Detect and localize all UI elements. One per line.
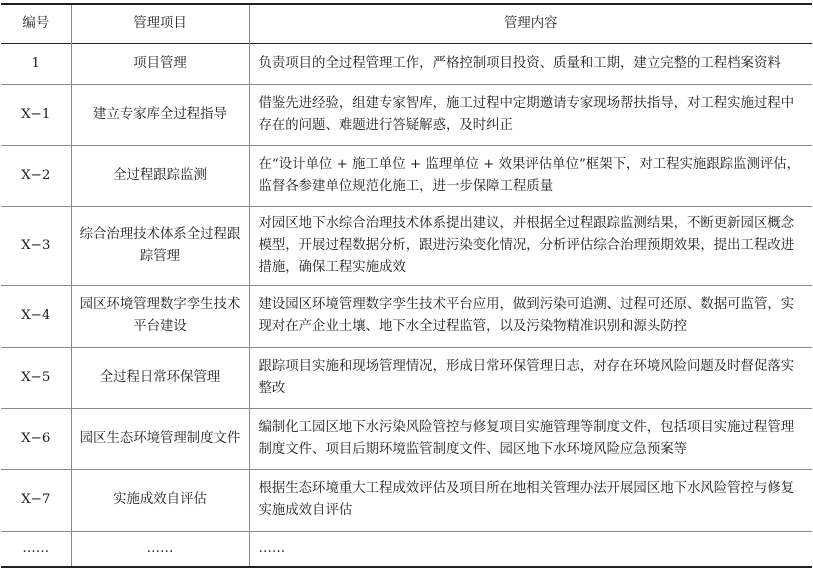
- row-item: 实施成效自评估: [71, 469, 249, 531]
- row-content: 编制化工园区地下水污染风险管控与修复项目实施管理等制度文件，包括项目实施过程管理制度文件、项目后期环境监管制度文件、园区地下水环境风险应急预案等: [249, 408, 812, 469]
- row-id: ……: [22, 540, 50, 556]
- management-table: [1, 3, 812, 568]
- row-item: 全过程日常环保管理: [71, 347, 249, 408]
- table-header: [1, 4, 812, 43]
- row-content: 借鉴先进经验，组建专家智库，施工过程中定期邀请专家现场帮扶指导，对工程实施过程中存在的问题、难题进行答疑解惑，及时纠正: [249, 84, 812, 145]
- row-item: 项目管理: [71, 43, 249, 84]
- table-row: [1, 145, 812, 206]
- table-row-ellipsis: [1, 531, 812, 567]
- row-content: 跟踪项目实施和现场管理情况，形成日常环保管理日志，对存在环境风险问题及时督促落实整改: [249, 347, 812, 408]
- table-row: [1, 43, 812, 84]
- table-row: [1, 469, 812, 531]
- table-row: [1, 347, 812, 408]
- row-id: X−5: [21, 369, 51, 385]
- table-row: [1, 84, 812, 145]
- row-item: 园区环境管理数字孪生技术平台建设: [71, 285, 249, 347]
- header-id: 编号: [22, 15, 50, 31]
- header-row: [1, 4, 812, 43]
- row-item: 全过程跟踪监测: [71, 145, 249, 206]
- table-row: [1, 408, 812, 469]
- row-id: X−6: [21, 430, 51, 446]
- row-id: 1: [31, 55, 41, 71]
- row-content: 负责项目的全过程管理工作，严格控制项目投资、质量和工期，建立完整的工程档案资料: [249, 43, 812, 84]
- row-id: X−7: [21, 492, 51, 507]
- row-content: 根据生态环境重大工程成效评估及项目所在地相关管理办法开展园区地下水风险管控与修复实施成效自评估: [249, 469, 812, 531]
- table-row: [1, 285, 812, 347]
- row-id: X−1: [21, 106, 51, 122]
- row-item: 综合治理技术体系全过程跟踪管理: [71, 206, 249, 285]
- table-row: [1, 206, 812, 285]
- table-body: [1, 43, 812, 567]
- row-content: 建设园区环境管理数字孪生技术平台应用，做到污染可追溯、过程可还原、数据可监管，实现对在产企业土壤、地下水全过程监管，以及污染物精准识别和源头防控: [249, 285, 812, 347]
- header-content: 管理内容: [249, 4, 812, 43]
- row-id: X−4: [21, 308, 51, 323]
- row-item: 园区生态环境管理制度文件: [71, 408, 249, 469]
- row-item: ……: [71, 531, 249, 567]
- header-item: 管理项目: [71, 4, 249, 43]
- row-content: ……: [249, 531, 812, 567]
- row-id: X−2: [21, 167, 51, 183]
- row-content: 在“设计单位 + 施工单位 + 监理单位 + 效果评估单位”框架下，对工程实施跟踪监测评估，监督各参建单位规范化施工，进一步保障工程质量: [249, 145, 812, 206]
- row-item: 建立专家库全过程指导: [71, 84, 249, 145]
- row-id: X−3: [21, 237, 51, 253]
- row-content: 对园区地下水综合治理技术体系提出建议，并根据全过程跟踪监测结果，不断更新园区概念模型，开展过程数据分析，跟进污染变化情况，分析评估综合治理预期效果，提出工程改进措施，确保工程实施成效: [249, 206, 812, 285]
